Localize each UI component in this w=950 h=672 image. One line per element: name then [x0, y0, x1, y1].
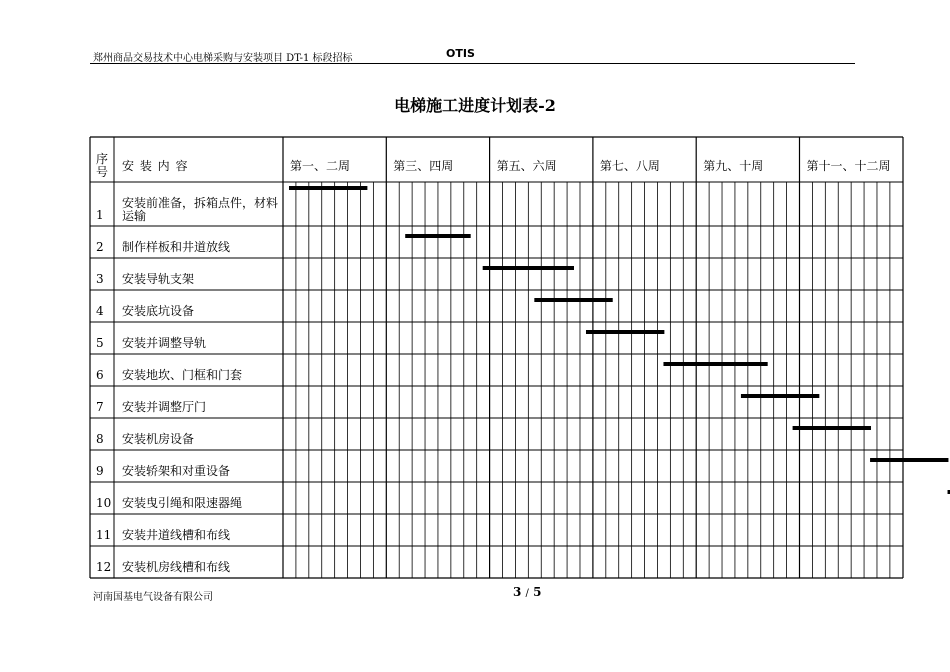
- week-group-header: 第七、八周: [599, 159, 660, 173]
- page-current: 3: [513, 585, 522, 599]
- week-group-header: 第十一、十二周: [806, 159, 891, 173]
- row-number: 10: [96, 496, 112, 510]
- week-group-header: 第九、十周: [703, 159, 764, 173]
- gantt-bar: [405, 234, 470, 238]
- row-number: 11: [96, 528, 112, 542]
- task-name: 安装并调整厅门: [122, 400, 207, 414]
- task-name: 安装并调整导轨: [122, 336, 207, 350]
- page-number: [513, 585, 541, 599]
- task-name: 安装井道线槽和布线: [122, 528, 231, 542]
- row-number: 6: [96, 368, 104, 382]
- task-name: 安装地坎、门框和门套: [122, 368, 243, 382]
- gantt-bar: [586, 330, 664, 334]
- row-number: 5: [96, 336, 104, 350]
- week-group-header: 第三、四周: [393, 159, 454, 173]
- row-number: 7: [96, 400, 104, 414]
- footer-company: 河南国基电气设备有限公司: [93, 592, 213, 603]
- task-name: 安装机房设备: [122, 432, 195, 446]
- gantt-bar: [534, 298, 612, 302]
- gantt-bar: [663, 362, 767, 366]
- content-header: 安 装 内 容: [122, 159, 189, 173]
- task-name: 安装底坑设备: [122, 304, 195, 318]
- task-name: 制作样板和井道放线: [122, 240, 231, 254]
- week-group-header: 第一、二周: [290, 159, 351, 173]
- page-total: 5: [533, 585, 542, 599]
- task-name: 安装曳引绳和限速器绳: [122, 496, 243, 510]
- page-title: 电梯施工进度计划表-2: [394, 96, 556, 115]
- gantt-bar: [870, 458, 948, 462]
- header-project: 郑州商品交易技术中心电梯采购与安装项目 DT-1 标段招标: [93, 53, 353, 64]
- row-number: 9: [96, 464, 104, 478]
- task-name: 安装机房线槽和布线: [122, 560, 231, 574]
- task-name: 安装轿架和对重设备: [122, 464, 231, 478]
- row-number: 3: [96, 272, 104, 286]
- seq-header: 序号: [95, 152, 108, 179]
- page-separator: /: [525, 588, 529, 599]
- gantt-bar: [741, 394, 819, 398]
- row-number: 4: [96, 304, 104, 318]
- row-number: 1: [96, 208, 104, 222]
- week-group-header: 第五、六周: [496, 159, 557, 173]
- row-number: 12: [96, 560, 112, 574]
- gantt-bar: [483, 266, 574, 270]
- gantt-bar: [289, 186, 367, 190]
- header-brand: OTIS: [446, 47, 475, 60]
- gantt-bar: [793, 426, 871, 430]
- row-number: 8: [96, 432, 104, 446]
- task-name: 安装导轨支架: [122, 272, 195, 286]
- row-number: 2: [96, 240, 104, 254]
- task-name: 安装前准备，拆箱点件，材料运输: [122, 196, 279, 223]
